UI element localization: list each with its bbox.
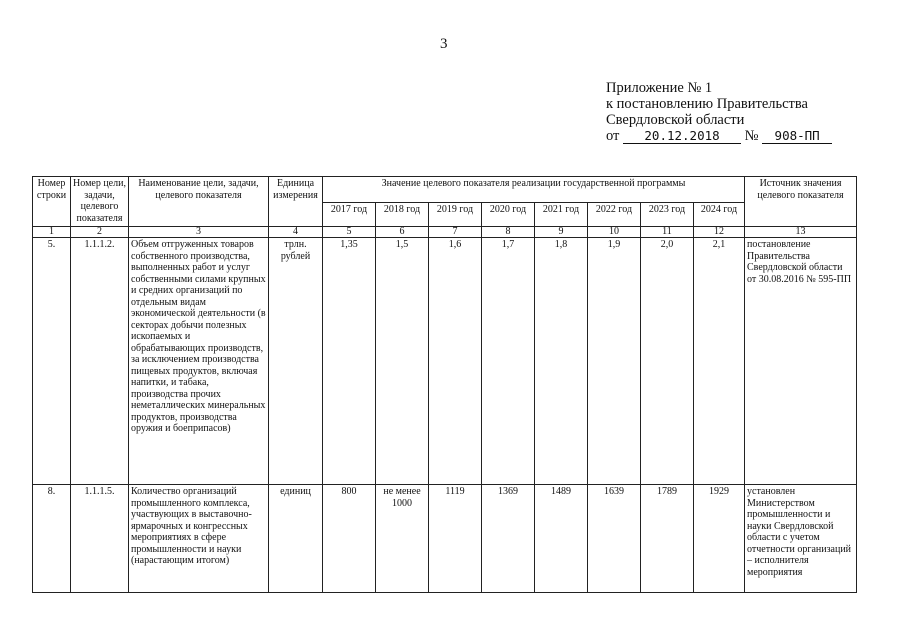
- row-number: 8.: [33, 485, 71, 593]
- header-year: 2024 год: [694, 203, 745, 227]
- date-prefix: от: [606, 128, 620, 144]
- value-cell: 800: [323, 485, 376, 593]
- goal-number: 1.1.1.5.: [71, 485, 129, 593]
- column-number: 12: [694, 227, 745, 238]
- value-cell: 1,5: [376, 238, 429, 485]
- header-year: 2017 год: [323, 203, 376, 227]
- value-cell: 1,6: [429, 238, 482, 485]
- header-year: 2023 год: [641, 203, 694, 227]
- appendix-date-line: [606, 128, 832, 144]
- value-cell: 1639: [588, 485, 641, 593]
- indicator-name: Объем отгруженных товаров собственного производства, выполненных работ и услуг собственными силами крупных и средних организаций по отдельным видам экономической деятельности (в секторах добычи полезных ископаемых и обрабатывающих производств, за исключением производства пищевых продуктов, включая напитки, и табака, производства прочих неметаллических минеральных продуктов, производства оружия и боеприпасов): [129, 238, 269, 485]
- column-number: 5: [323, 227, 376, 238]
- source-cell: установлен Министерством промышленности и науки Свердловской области с учетом отчетности организаций – исполнителя мероприятия: [745, 485, 857, 593]
- column-number: 2: [71, 227, 129, 238]
- indicator-name: Количество организаций промышленного комплекса, участвующих в выставочно-ярмарочных и конгрессных мероприятиях в сфере промышленности и науки (нарастающим итогом): [129, 485, 269, 593]
- header-year: 2021 год: [535, 203, 588, 227]
- value-cell: 2,0: [641, 238, 694, 485]
- column-number-row: [33, 227, 857, 238]
- value-cell: 1,9: [588, 238, 641, 485]
- goal-number: 1.1.1.2.: [71, 238, 129, 485]
- value-cell: 1929: [694, 485, 745, 593]
- row-number: 5.: [33, 238, 71, 485]
- header-row-1: [33, 177, 857, 203]
- value-cell: 1,7: [482, 238, 535, 485]
- value-cell: 1,35: [323, 238, 376, 485]
- header-source: Источник значения целевого показателя: [745, 177, 857, 227]
- appendix-line-2: к постановлению Правительства: [606, 96, 808, 112]
- value-cell: не менее 1000: [376, 485, 429, 593]
- header-year: 2020 год: [482, 203, 535, 227]
- column-number: 4: [269, 227, 323, 238]
- appendix-block: [606, 80, 832, 144]
- column-number: 9: [535, 227, 588, 238]
- column-number: 7: [429, 227, 482, 238]
- table-row: [33, 238, 857, 485]
- column-number: 10: [588, 227, 641, 238]
- column-number: 11: [641, 227, 694, 238]
- unit: единиц: [269, 485, 323, 593]
- appendix-title: Приложение № 1: [606, 80, 713, 96]
- number-prefix: №: [744, 128, 759, 144]
- indicators-table: [32, 176, 857, 593]
- unit: трлн. рублей: [269, 238, 323, 485]
- header-values-group: Значение целевого показателя реализации государственной программы: [323, 177, 745, 203]
- page-number: 3: [440, 36, 448, 52]
- column-number: 6: [376, 227, 429, 238]
- value-cell: 2,1: [694, 238, 745, 485]
- header-year: 2019 год: [429, 203, 482, 227]
- column-number: 13: [745, 227, 857, 238]
- header-name: Наименование цели, задачи, целевого показателя: [129, 177, 269, 227]
- header-unit: Единица измерения: [269, 177, 323, 227]
- value-cell: 1,8: [535, 238, 588, 485]
- header-row-number: Номер строки: [33, 177, 71, 227]
- appendix-line-3: Свердловской области: [606, 112, 745, 128]
- column-number: 1: [33, 227, 71, 238]
- header-year: 2022 год: [588, 203, 641, 227]
- decree-date: 20.12.2018: [623, 129, 741, 144]
- column-number: 3: [129, 227, 269, 238]
- header-year: 2018 год: [376, 203, 429, 227]
- decree-number: 908-ПП: [762, 129, 832, 144]
- table-row: [33, 485, 857, 593]
- source-cell: постановление Правительства Свердловской области от 30.08.2016 № 595-ПП: [745, 238, 857, 485]
- value-cell: 1119: [429, 485, 482, 593]
- value-cell: 1369: [482, 485, 535, 593]
- value-cell: 1789: [641, 485, 694, 593]
- header-goal-number: Номер цели, задачи, целевого показателя: [71, 177, 129, 227]
- value-cell: 1489: [535, 485, 588, 593]
- column-number: 8: [482, 227, 535, 238]
